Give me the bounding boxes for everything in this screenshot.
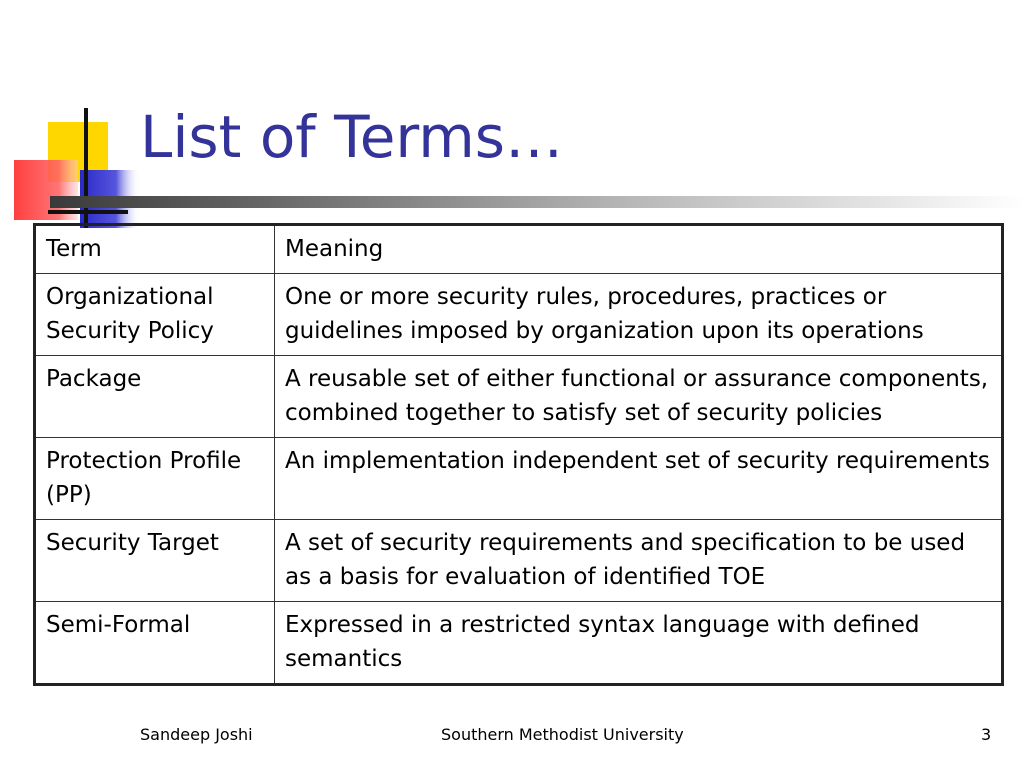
term-cell: Package [35, 356, 275, 438]
terms-table [33, 223, 1004, 686]
meaning-cell: Expressed in a restricted syntax language with defined semantics [275, 602, 1003, 685]
table-row [35, 602, 1003, 685]
footer-institution: Southern Methodist University [441, 725, 684, 744]
table-row [35, 274, 1003, 356]
meaning-cell: One or more security rules, procedures, practices or guidelines imposed by organization upon its operations [275, 274, 1003, 356]
title-divider [50, 196, 1024, 208]
term-cell: Semi-Formal [35, 602, 275, 685]
term-cell: Organizational Security Policy [35, 274, 275, 356]
term-cell: Protection Profile (PP) [35, 438, 275, 520]
table-row [35, 356, 1003, 438]
table-row [35, 520, 1003, 602]
table-header-term: Term [35, 225, 275, 274]
table-row [35, 438, 1003, 520]
meaning-cell: A set of security requirements and specification to be used as a basis for evaluation of identified TOE [275, 520, 1003, 602]
footer-page-number: 3 [981, 725, 992, 744]
meaning-cell: An implementation independent set of security requirements [275, 438, 1003, 520]
footer-author: Sandeep Joshi [140, 725, 253, 744]
slide-title: List of Terms… [140, 103, 563, 171]
term-cell: Security Target [35, 520, 275, 602]
table-header-meaning: Meaning [275, 225, 1003, 274]
meaning-cell: A reusable set of either functional or assurance components, combined together to satisfy set of security policies [275, 356, 1003, 438]
table-header-row [35, 225, 1003, 274]
